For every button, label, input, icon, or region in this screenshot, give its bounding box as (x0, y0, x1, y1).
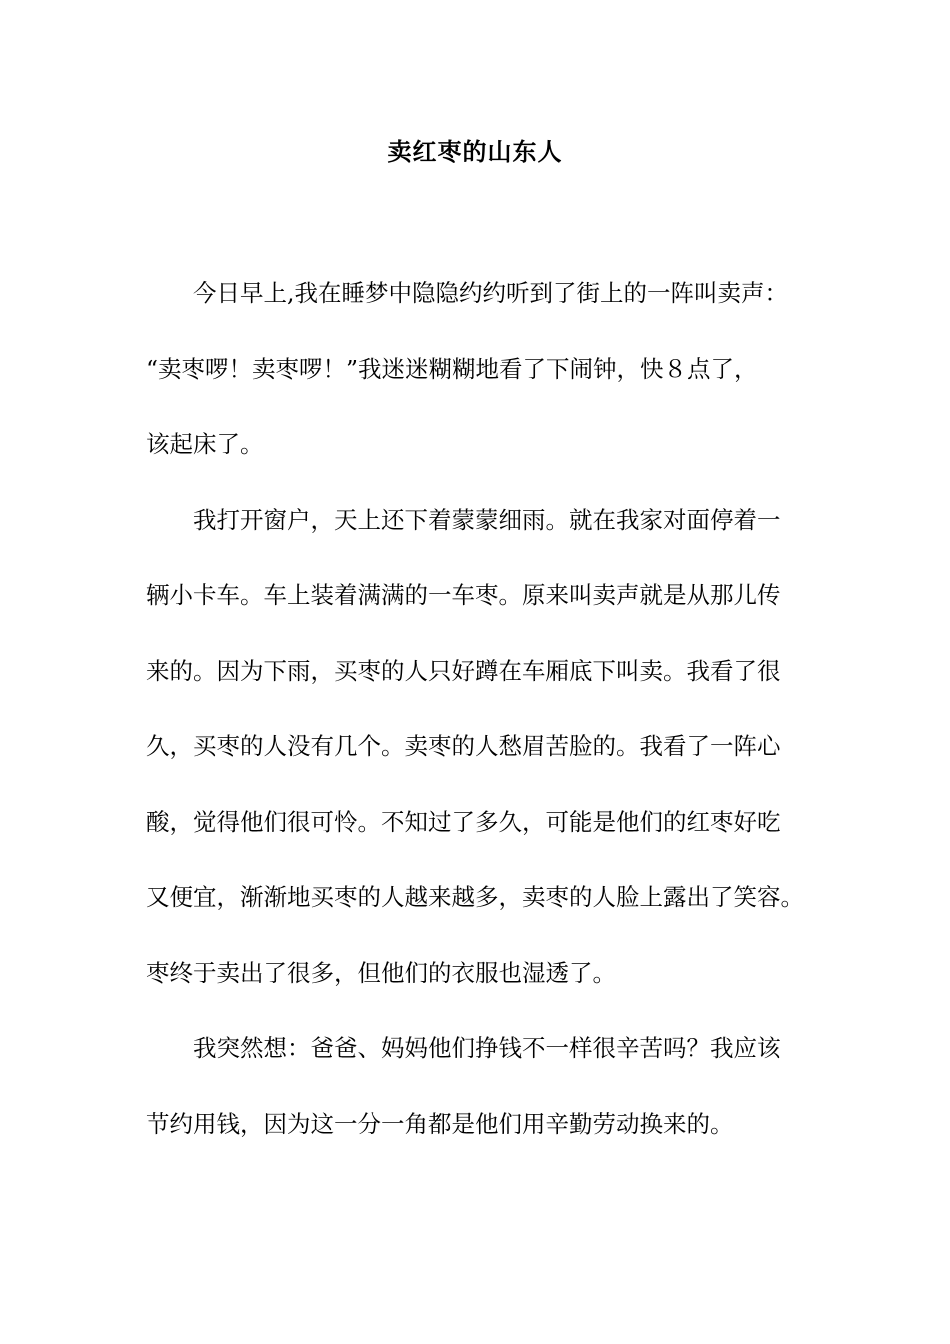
document-title: 卖红枣的山东人 (387, 137, 563, 166)
paragraph-line: 辆小卡车。车上装着满满的一车枣。原来叫卖声就是从那儿传 (146, 581, 781, 609)
paragraph-line: 又便宜，渐渐地买枣的人越来越多，卖枣的人脸上露出了笑容。 (146, 883, 804, 911)
document-body (146, 256, 814, 1162)
paragraph-2 (146, 483, 814, 1012)
paragraph-line: 我打开窗户，天上还下着蒙蒙细雨。就在我家对面停着一 (193, 505, 781, 534)
paragraph-line: 来的。因为下雨，买枣的人只好蹲在车厢底下叫卖。我看了很 (146, 656, 781, 685)
paragraph-line: 枣终于卖出了很多，但他们的衣服也湿透了。 (146, 958, 616, 987)
paragraph-1 (146, 256, 814, 483)
paragraph-line: 酸，觉得他们很可怜。不知过了多久，可能是他们的红枣好吃 (146, 807, 781, 836)
paragraph-line: 今日早上,我在睡梦中隐隐约约听到了街上的一阵叫卖声： (193, 279, 788, 307)
paragraph-line: 该起床了。 (146, 430, 264, 458)
paragraph-line: “卖枣啰！卖枣啰！”我迷迷糊糊地看了下闹钟，快８点了， (146, 354, 758, 383)
paragraph-line: 久，买枣的人没有几个。卖枣的人愁眉苦脸的。我看了一阵心 (146, 732, 781, 760)
paragraph-line: 节约用钱，因为这一分一角都是他们用辛勤劳动换来的。 (146, 1109, 734, 1138)
paragraph-line: 我突然想：爸爸、妈妈他们挣钱不一样很辛苦吗？我应该 (193, 1034, 781, 1062)
paragraph-3 (146, 1011, 814, 1162)
